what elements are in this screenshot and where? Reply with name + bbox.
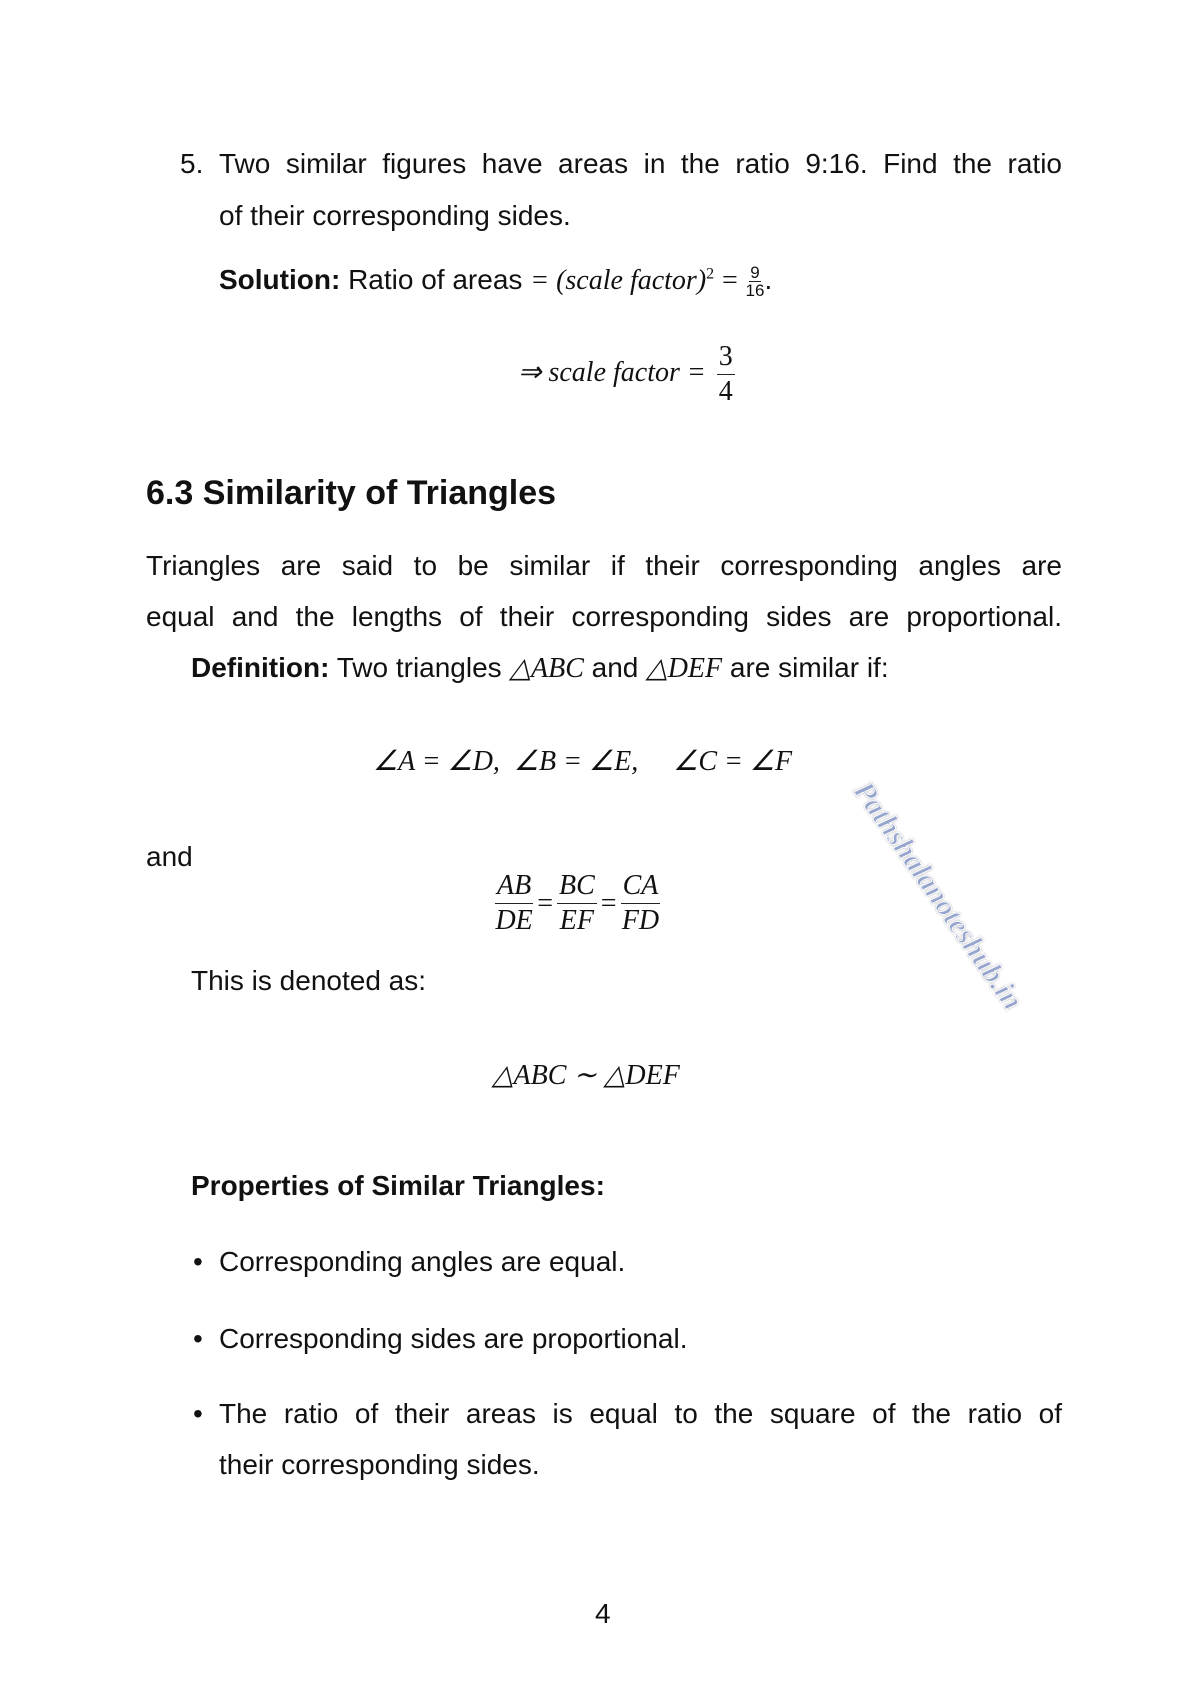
fraction-9-16 (746, 264, 765, 299)
denominator: 16 (745, 281, 765, 300)
equals: = (537, 887, 554, 919)
numerator: BC (557, 872, 597, 904)
fraction-ab-de (495, 872, 533, 935)
numerator: AB (495, 872, 533, 904)
triangle-def: △DEF (646, 653, 723, 684)
bullet-icon: • (193, 1323, 203, 1354)
and-text: and (591, 652, 639, 683)
paragraph-line1: Triangles are said to be similar if their corresponding angles are (146, 550, 1062, 581)
definition-text: Two triangles (336, 652, 502, 683)
bullet-item: Corresponding angles are equal. (219, 1246, 626, 1277)
bullet-item-continued: their corresponding sides. (219, 1449, 540, 1480)
similarity-notation: △ABC ∼ △DEF (492, 1060, 680, 1091)
triangle-abc: △ABC (509, 653, 584, 684)
watermark: Pathshalanoteshub.in (846, 775, 1030, 1017)
definition-text-end: are similar if: (729, 652, 889, 683)
solution-line (219, 264, 772, 299)
solution-text: Ratio of areas (348, 263, 523, 295)
definition-label: Definition: (191, 652, 330, 683)
section-heading: 6.3 Similarity of Triangles (146, 474, 557, 512)
denominator: DE (495, 905, 533, 936)
bullet-icon: • (193, 1398, 203, 1429)
equals: = (600, 887, 617, 919)
bullet-item: The ratio of their areas is equal to the square of the ratio of (219, 1398, 1062, 1429)
and-label: and (146, 841, 193, 872)
bullet-item: Corresponding sides are proportional. (219, 1323, 688, 1354)
numerator: 9 (750, 263, 760, 282)
numerator: 3 (717, 343, 735, 375)
scale-factor-equation (518, 343, 739, 406)
denominator: EF (559, 905, 595, 936)
solution-eq: = (scale factor) (530, 264, 707, 296)
fraction-ca-fd (621, 872, 661, 935)
numerator: CA (621, 872, 661, 904)
question-number: 5. (180, 148, 204, 179)
side-ratios (491, 872, 664, 935)
equals: = (721, 264, 738, 296)
fraction-3-4 (717, 343, 735, 406)
question-text-line1: Two similar figures have areas in the ratio 9:16. Find the ratio (219, 148, 1062, 179)
denoted-text: This is denoted as: (191, 965, 427, 996)
definition-line (191, 654, 889, 683)
denominator: FD (621, 905, 660, 936)
angle-equalities: ∠A = ∠D, ∠B = ∠E, ∠C = ∠F (373, 746, 793, 777)
properties-heading: Properties of Similar Triangles: (191, 1170, 605, 1201)
page-number: 4 (595, 1598, 611, 1629)
bullet-icon: • (193, 1246, 203, 1277)
fraction-bc-ef (557, 872, 597, 935)
question-text-line2: of their corresponding sides. (219, 200, 571, 231)
period: . (764, 263, 773, 295)
paragraph-line2: equal and the lengths of their corresponding sides are proportional. (146, 601, 1062, 632)
denominator: 4 (718, 376, 733, 407)
implies-text: ⇒ scale factor = (518, 356, 706, 388)
solution-label: Solution: (219, 263, 341, 295)
exponent: 2 (706, 265, 715, 283)
